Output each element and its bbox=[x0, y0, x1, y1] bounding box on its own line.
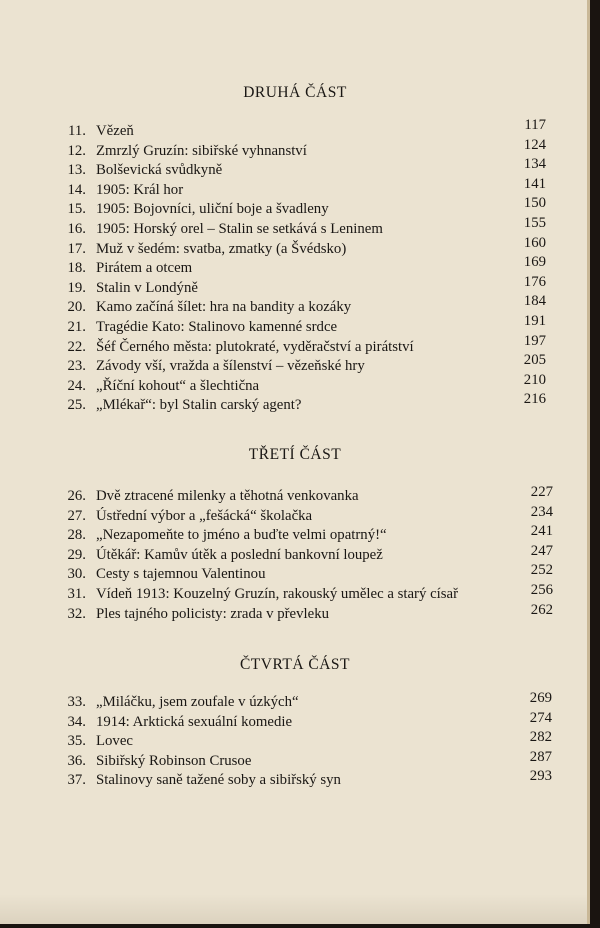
chapter-title: 1905: Horský orel – Stalin se setkává s Leninem bbox=[96, 220, 383, 237]
chapter-number: 13. bbox=[67, 162, 86, 179]
page-number: 282 bbox=[529, 729, 552, 746]
chapter-number: 31. bbox=[67, 585, 86, 602]
chapter-number: 34. bbox=[67, 713, 86, 730]
toc-entry bbox=[0, 748, 590, 772]
page-number: 160 bbox=[523, 234, 546, 251]
chapter-title: Pirátem a otcem bbox=[96, 260, 193, 277]
chapter-number: 24. bbox=[67, 377, 86, 394]
chapter-number: 18. bbox=[67, 260, 86, 277]
page-number: 252 bbox=[530, 562, 553, 579]
chapter-number: 11. bbox=[68, 123, 86, 139]
chapter-number: 20. bbox=[67, 299, 86, 316]
toc-section-2 bbox=[0, 117, 590, 416]
chapter-number: 12. bbox=[67, 142, 86, 159]
toc-entry bbox=[0, 117, 590, 142]
chapter-title: Ústřední výbor a „fešácká“ školačka bbox=[96, 507, 313, 524]
toc-entry bbox=[0, 371, 590, 397]
page-number: 287 bbox=[529, 748, 552, 765]
chapter-number: 21. bbox=[67, 318, 86, 335]
toc-section-4 bbox=[0, 690, 590, 791]
chapter-title: Lovec bbox=[96, 733, 133, 750]
toc-entry bbox=[0, 273, 590, 299]
chapter-title: 1905: Král hor bbox=[96, 181, 184, 198]
chapter-title: Stalinovy saně tažené soby a sibiřský syn bbox=[96, 772, 341, 789]
section-heading: ČTVRTÁ ČÁST bbox=[239, 656, 351, 673]
toc-entry bbox=[0, 729, 590, 752]
page-number: 155 bbox=[523, 214, 546, 231]
page-number: 150 bbox=[523, 195, 546, 212]
toc-entry bbox=[0, 312, 590, 338]
chapter-number: 17. bbox=[67, 240, 86, 257]
toc-entry bbox=[0, 690, 590, 713]
page-number: 134 bbox=[523, 156, 546, 173]
chapter-title: Vídeň 1913: Kouzelný Gruzín, rakouský umělec a starý císař bbox=[96, 585, 459, 602]
page-number: 293 bbox=[529, 768, 552, 785]
page-number: 184 bbox=[523, 293, 546, 310]
toc-entry bbox=[0, 352, 590, 377]
chapter-title: Tragédie Kato: Stalinovo kamenné srdce bbox=[96, 318, 338, 335]
page-number: 256 bbox=[530, 581, 553, 598]
page-number: 269 bbox=[529, 690, 552, 706]
chapter-title: 1905: Bojovníci, uliční boje a švadleny bbox=[96, 201, 329, 218]
toc-entry bbox=[0, 709, 590, 733]
toc-entry bbox=[0, 254, 590, 279]
chapter-number: 16. bbox=[67, 220, 86, 237]
page-number: 117 bbox=[524, 117, 546, 133]
chapter-number: 32. bbox=[67, 605, 86, 622]
chapter-title: Muž v šedém: svatba, zmatky (a Švédsko) bbox=[96, 240, 347, 257]
chapter-title: Ples tajného policisty: zrada v převleku bbox=[96, 605, 329, 622]
page-number: 210 bbox=[523, 371, 546, 388]
chapter-number: 27. bbox=[67, 507, 86, 524]
chapter-number: 30. bbox=[67, 566, 86, 583]
chapter-title: „Mlékař“: byl Stalin carský agent? bbox=[96, 397, 302, 414]
toc-entry bbox=[0, 581, 590, 605]
page-number: 247 bbox=[530, 542, 553, 559]
toc-entry bbox=[0, 391, 590, 416]
chapter-number: 19. bbox=[67, 279, 86, 296]
chapter-title: Stalin v Londýně bbox=[96, 279, 198, 296]
section-heading: TŘETÍ ČÁST bbox=[248, 446, 342, 463]
toc-entry bbox=[0, 214, 590, 240]
page-number: 197 bbox=[523, 332, 546, 349]
chapter-title: Zmrzlý Gruzín: sibiřské vyhnanství bbox=[96, 142, 307, 159]
toc-entry bbox=[0, 156, 590, 181]
chapter-title: Závody vší, vražda a šílenství – vězeňské hry bbox=[96, 358, 365, 375]
toc-entry bbox=[0, 503, 590, 527]
toc-entry bbox=[0, 175, 590, 201]
chapter-number: 36. bbox=[67, 752, 86, 769]
toc-entry bbox=[0, 195, 590, 220]
chapter-title: Cesty s tajemnou Valentinou bbox=[96, 566, 266, 583]
page-number: 227 bbox=[530, 484, 553, 500]
chapter-title: Sibiřský Robinson Crusoe bbox=[96, 752, 252, 769]
page-number: 262 bbox=[530, 601, 553, 618]
chapter-title: Dvě ztracené milenky a těhotná venkovanka bbox=[96, 488, 359, 504]
chapter-title: „Říční kohout“ a šlechtična bbox=[96, 377, 260, 394]
chapter-number: 22. bbox=[67, 338, 86, 355]
page-number: 176 bbox=[523, 273, 546, 290]
chapter-number: 29. bbox=[67, 546, 86, 563]
page-number: 169 bbox=[523, 254, 546, 271]
toc-section-3 bbox=[0, 484, 590, 624]
toc-entry bbox=[0, 523, 590, 546]
page-number: 124 bbox=[523, 136, 546, 153]
chapter-title: Šéf Černého města: plutokraté, vyděračství a pirátství bbox=[96, 338, 414, 355]
chapter-number: 28. bbox=[67, 527, 86, 544]
page-number: 205 bbox=[523, 352, 546, 369]
page-number: 234 bbox=[530, 503, 553, 520]
toc-entry bbox=[0, 234, 590, 260]
chapter-title: Kamo začíná šílet: hra na bandity a kozáky bbox=[96, 299, 352, 316]
toc-entry bbox=[0, 293, 590, 318]
page-number: 274 bbox=[529, 709, 552, 726]
chapter-title: „Nezapomeňte to jméno a buďte velmi opatrný!“ bbox=[96, 527, 387, 544]
chapter-title: Bolševická svůdkyně bbox=[96, 162, 223, 179]
chapter-number: 15. bbox=[67, 201, 86, 218]
chapter-number: 33. bbox=[67, 694, 86, 710]
page-number: 216 bbox=[523, 391, 546, 408]
chapter-title: 1914: Arktická sexuální komedie bbox=[96, 713, 293, 730]
chapter-number: 14. bbox=[67, 181, 86, 198]
toc-entry bbox=[0, 136, 590, 162]
chapter-number: 37. bbox=[67, 772, 86, 789]
page-number: 141 bbox=[523, 175, 546, 192]
toc-entry bbox=[0, 332, 590, 358]
chapter-number: 25. bbox=[67, 397, 86, 414]
chapter-number: 23. bbox=[67, 358, 86, 375]
chapter-number: 26. bbox=[67, 488, 86, 504]
toc-entry bbox=[0, 768, 590, 791]
chapter-number: 35. bbox=[67, 733, 86, 750]
chapter-title: Vězeň bbox=[96, 123, 134, 139]
toc-entry bbox=[0, 542, 590, 566]
chapter-title: Útěkář: Kamův útěk a poslední bankovní loupež bbox=[96, 546, 383, 563]
page-number: 191 bbox=[523, 312, 546, 329]
toc-entry bbox=[0, 484, 590, 507]
toc-entry bbox=[0, 562, 590, 585]
toc-entry bbox=[0, 601, 590, 625]
page-number: 241 bbox=[530, 523, 553, 540]
section-heading: DRUHÁ ČÁST bbox=[243, 84, 347, 101]
chapter-title: „Miláčku, jsem zoufale v úzkých“ bbox=[96, 694, 299, 710]
